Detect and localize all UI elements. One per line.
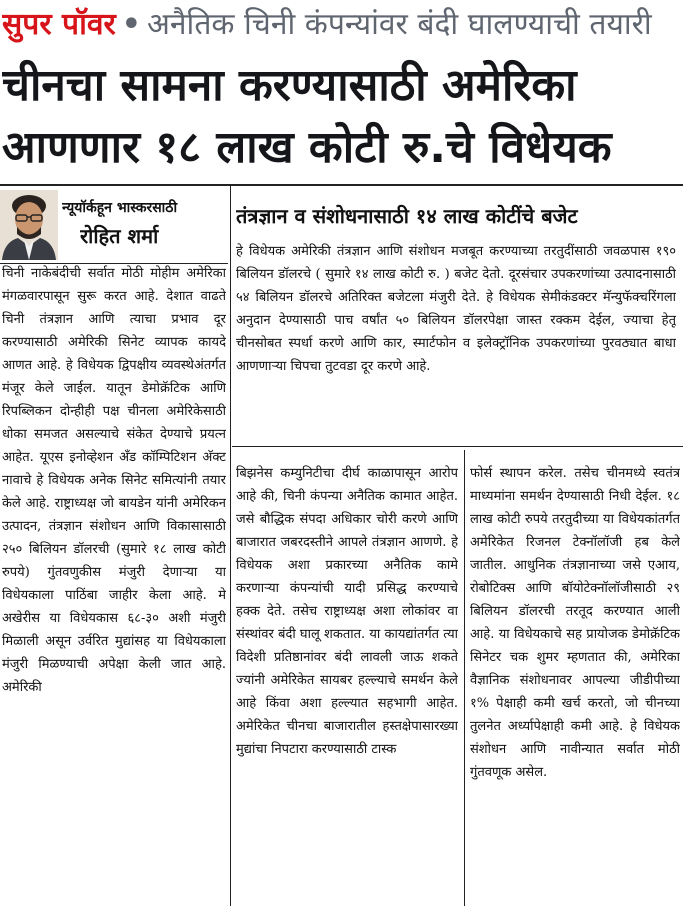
body-column-1: चिनी नाकेबंदीची सर्वात मोठी मोहीम अमेरिका मंगळवारपासून सुरू करत आहे. देशात वाढते चिनी तंत्रज्ञान आणि त्याचा प्रभाव दूर करण्यासाठी अमेरिकी सिनेट व्यापक कायदे आणत आहे. हे विधेयक द्विपक्षीय व्यवस्थेअंतर्गत मंजूर केले जाईल. यातून डेमोक्रॅटिक आणि रिपब्लिकन दोन्हीही पक्ष चीनला अमेरिकेसाठी धोका समजत असल्याचे संकेत देण्याचे प्रयत्न आहेत. यूएस इनोव्हेशन अँड कॉम्पिटिशन अ‍ॅक्ट नावाचे हे विधेयक अनेक सिनेट समित्यांनी तयार केले आहे. राष्ट्राध्यक्ष जो बायडेन यांनी अमेरिकन उत्पादन, तंत्रज्ञान संशोधन आणि विकासासाठी २५० बिलियन डॉलरची (सुमारे १८ लाख कोटी रुपये) गुंतवणुकीस मंजुरी देणाऱ्या या विधेयकाला पाठिंबा जाहीर केला आहे. मे अखेरीस या विधेयकास ६८-३० अशी मंजुरी मिळाली असून उर्वरित मुद्यांसह या विधेयकाला मंजुरी मिळण्याची अपेक्षा केली जात आहे. अमेरिकी: [2, 266, 226, 695]
headline-line-2: आणणार १८ लाख कोटी रु.चे विधेयक: [2, 122, 612, 173]
body-column-3: फोर्स स्थापन करेल. तसेच चीनमध्ये स्वतंत्र माध्यमांना समर्थन देण्यासाठी निधी देईल. १८ लाख कोटी रुपये तरतुदीच्या या विधेयकांतर्गत अमेरिकेत रिजनल टेक्नॉलॉजी हब केले जातील. आधुनिक तंत्रज्ञानाच्या जसे एआय, रोबोटिक्स आणि बॉयोटेक्नॉलॉजीसाठी २९ बिलियन डॉलरची तरतूद करण्यात आली आहे. या विधेयकाचे सह प्रायोजक डेमोक्रॅटिक सिनेटर चक शुमर म्हणतात की, अमेरिका वैज्ञानिक संशोधनावर आपल्या जीडीपीच्या १% पेक्षाही कमी खर्च करतो, जो चीनच्या तुलनेत अर्ध्यापेक्षाही कमी आहे. हे विधेयक संशोधन आणि नावीन्यात सर्वात मोठी गुंतवणूक असेल.: [470, 466, 680, 780]
headline-rule: [0, 184, 683, 186]
column-divider-2: [464, 450, 465, 906]
kicker-label: सुपर पॉवर: [2, 7, 116, 42]
body-column-2: बिझनेस कम्युनिटीचा दीर्घ काळापासून आरोप आहे की, चिनी कंपन्या अनैतिक कामात आहेत. जसे बौद्धिक संपदा अधिकार चोरी करणे आणि बाजारात जबरदस्तीने आपले तंत्रज्ञान आणणे. हे विधेयक अशा प्रकारच्या अनैतिक कामे करणाऱ्या कंपन्यांची यादी प्रसिद्ध करण्याचे हक्क देते. तसेच राष्ट्राध्यक्ष अशा लोकांवर वा संस्थांवर बंदी घालू शकतात. या कायद्यांतर्गत त्या विदेशी प्रतिष्ठानांवर बंदी लावली जाऊ शकते ज्यांनी अमेरिकेत सायबर हल्ल्याचे समर्थन केले आहे किंवा अशा हल्ल्यात सहभागी आहेत. अमेरिकेत चीनचा बाजारातील हस्तक्षेपासारख्या मुद्यांचा निपटारा करण्यासाठी टास्क: [236, 466, 458, 757]
kicker-text: अनैतिक चिनी कंपन्यांवर बंदी घालण्याची तयारी: [146, 7, 652, 42]
subhead: तंत्रज्ञान व संशोधनासाठी १४ लाख कोटींचे बजेट: [236, 204, 578, 228]
author-photo: [0, 190, 58, 260]
headline-line-1: चीनचा सामना करण्यासाठी अमेरिका: [2, 60, 577, 111]
kicker: [2, 2, 681, 48]
byline: [0, 190, 230, 262]
byline-from: न्यूयॉर्कहून भास्करसाठी: [62, 200, 178, 216]
intro-rule: [232, 446, 683, 447]
column-divider-1: [230, 186, 231, 906]
intro-paragraph: हे विधेयक अमेरिकी तंत्रज्ञान आणि संशोधन मजबूत करण्याच्या तरतुदींसाठी जवळपास १९० बिलियन डॉलरचे ( सुमारे १४ लाख कोटी रु. ) बजेट देतो. दूरसंचार उपकरणांच्या उत्पादनासाठी ५४ बिलियन डॉलरचे अतिरिक्त बजेटला मंजुरी देते. हे विधेयक सेमीकंडक्टर मॅन्युफॅक्चरिंगला अनुदान देण्यासाठी पाच वर्षांत ५० बिलियन डॉलरपेक्षा जास्त रक्कम देईल, ज्याचा हेतू चीनसोबत स्पर्धा करणे आणि कार, स्मार्टफोन व इलेक्ट्रॉनिक उपकरणांच्या पुरवठ्यात बाधा आणणाऱ्या चिपचा तुटवडा दूर करणे आहे.: [236, 244, 676, 374]
byline-author: रोहित शर्मा: [80, 224, 159, 248]
kicker-separator: •: [121, 7, 141, 42]
